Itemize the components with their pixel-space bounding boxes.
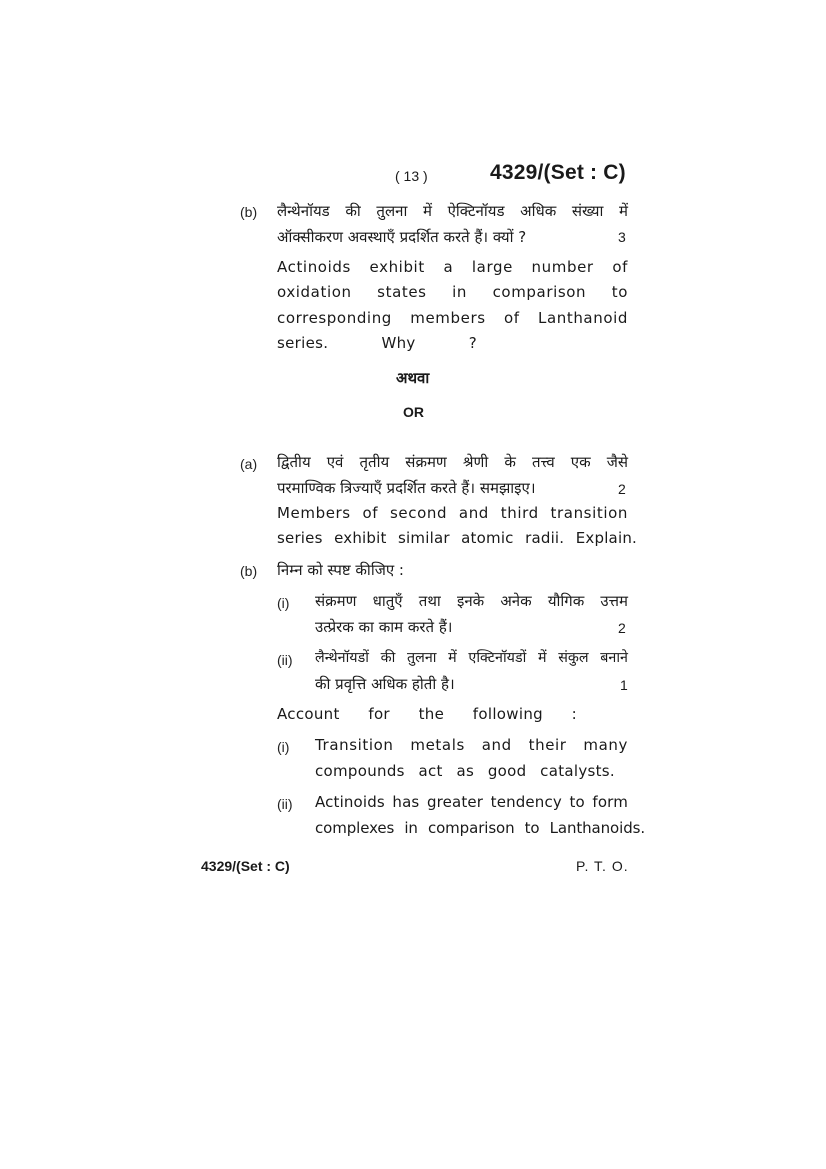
or-english: OR — [403, 404, 424, 420]
question-b-english-line-2: oxidation states in comparison to — [277, 283, 628, 301]
question-b-english-line-4: series. Why ? — [277, 334, 477, 352]
question-b-label: (b) — [240, 204, 258, 220]
question-b-english-line-3: corresponding members of Lanthanoid — [277, 309, 628, 327]
question-b2-hindi-intro: निम्न को स्पष्ट कीजिए : — [277, 561, 404, 579]
question-b2-english-intro: Account for the following : — [277, 705, 577, 723]
sub-i-hindi-line-1: संक्रमण धातुएँ तथा इनके अनेक यौगिक उत्तम — [315, 592, 628, 610]
question-a-hindi-line-1: द्वितीय एवं तृतीय संक्रमण श्रेणी के तत्त्व एक जैसे — [277, 453, 628, 471]
sub-ii-english-line-2: complexes in comparison to Lanthanoids. — [315, 819, 645, 837]
sub-i-hindi-line-2: उत्प्रेरक का काम करते हैं। — [315, 618, 453, 636]
question-a-label: (a) — [240, 456, 258, 472]
sub-i-english-line-1: Transition metals and their many — [315, 736, 628, 754]
page-number: ( 13 ) — [395, 168, 428, 184]
question-b-hindi-line-1: लैन्थेनॉयड की तुलना में ऐक्टिनॉयड अधिक संख्या में — [277, 202, 628, 220]
paper-code-header: 4329/(Set : C) — [490, 161, 626, 184]
sub-ii-hindi-line-2: की प्रवृत्ति अधिक होती है। — [315, 675, 455, 693]
sub-ii-marks: 1 — [620, 677, 628, 693]
question-a-marks: 2 — [618, 481, 626, 497]
sub-ii-label-english: (ii) — [277, 796, 293, 812]
sub-i-label-hindi: (i) — [277, 595, 290, 611]
pto-label: P. T. O. — [576, 858, 629, 874]
question-b-english-line-1: Actinoids exhibit a large number of — [277, 258, 628, 276]
question-a-english-line-2: series exhibit similar atomic radii. Explain. — [277, 529, 637, 547]
paper-code-footer: 4329/(Set : C) — [201, 858, 290, 874]
sub-ii-label-hindi: (ii) — [277, 652, 293, 668]
sub-i-marks: 2 — [618, 620, 626, 636]
question-a-english-line-1: Members of second and third transition — [277, 504, 628, 522]
question-a-hindi-line-2: परमाण्विक त्रिज्याएँ प्रदर्शित करते हैं। समझाइए। — [277, 479, 536, 497]
sub-ii-hindi-line-1: लैन्थेनॉयडों की तुलना में एक्टिनॉयडों में संकुल बनाने — [315, 650, 628, 666]
question-b-hindi-line-2: ऑक्सीकरण अवस्थाएँ प्रदर्शित करते हैं। क्यों ? — [277, 228, 527, 246]
question-b2-label: (b) — [240, 563, 258, 579]
sub-i-english-line-2: compounds act as good catalysts. — [315, 762, 615, 780]
sub-i-label-english: (i) — [277, 739, 290, 755]
question-b-marks: 3 — [618, 229, 626, 245]
sub-ii-english-line-1: Actinoids has greater tendency to form — [315, 793, 628, 811]
or-hindi: अथवा — [396, 369, 430, 387]
